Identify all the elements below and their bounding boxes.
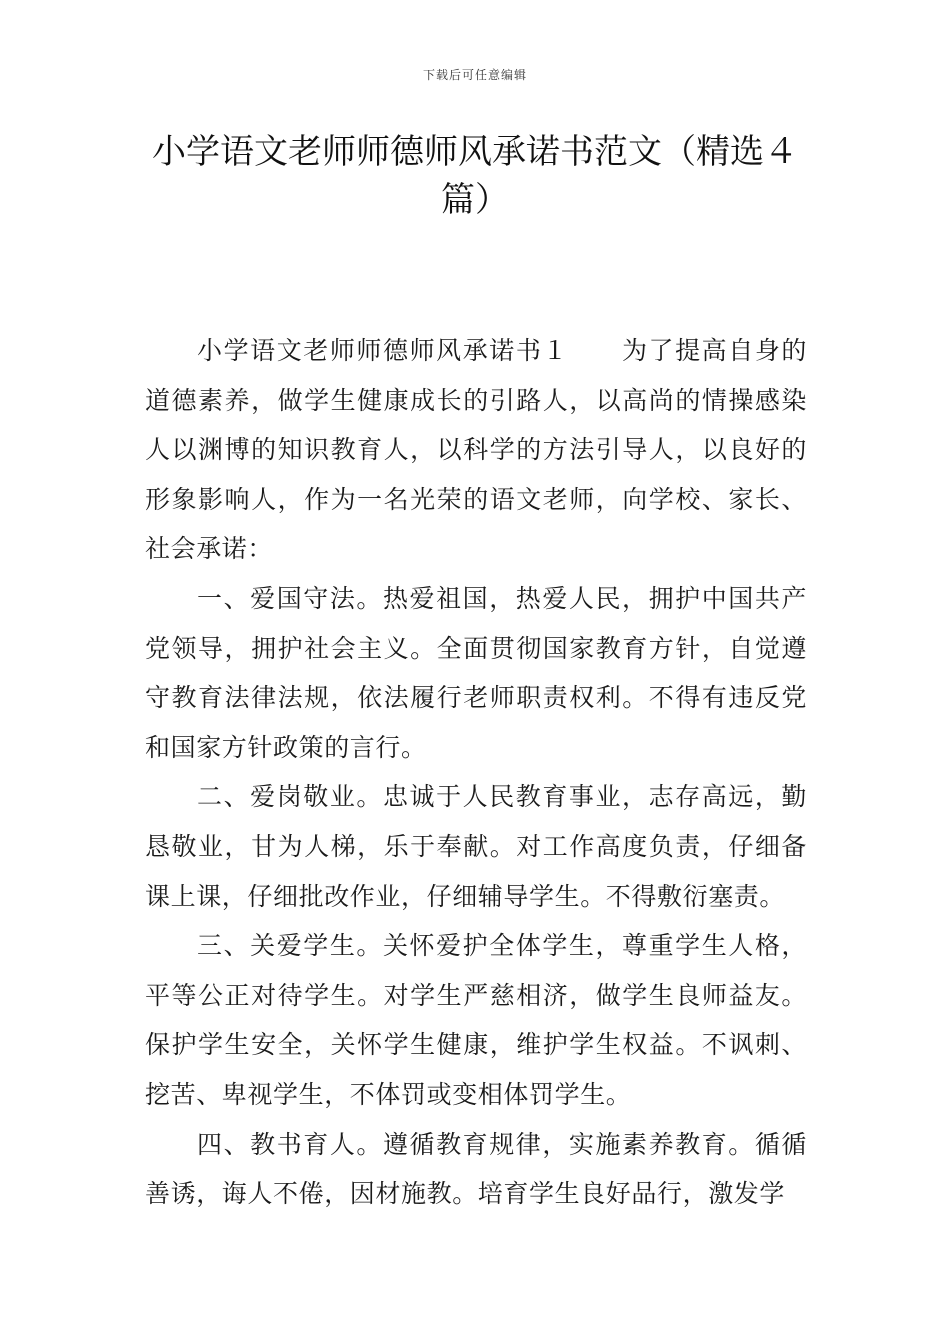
body-paragraph-4: 四、教书育人。遵循教育规律，实施素养教育。循循善诱，诲人不倦，因材施教。培育学生良好品行，激发学 [145, 1129, 807, 1209]
intro-paragraph [145, 326, 807, 574]
section-heading: 小学语文老师师德师风承诺书１ [197, 336, 569, 365]
body-paragraph-3: 三、关爱学生。关怀爱护全体学生，尊重学生人格，平等公正对待学生。对学生严慈相济，做学生良师益友。保护学生安全，关怀学生健康，维护学生权益。不讽刺、挖苦、卑视学生，不体罚或变相体罚学生。 [145, 931, 807, 1109]
intro-text: 为了提高自身的道德素养，做学生健康成长的引路人，以高尚的情操感染人以渊博的知识教育人，以科学的方法引导人，以良好的形象影响人，作为一名光荣的语文老师，向学校、家长、社会承诺： [145, 336, 807, 564]
document-body [145, 326, 807, 1219]
body-paragraph-2: 二、爱岗敬业。忠诚于人民教育事业，志存高远，勤恳敬业，甘为人梯，乐于奉献。对工作高度负责，仔细备课上课，仔细批改作业，仔细辅导学生。不得敷衍塞责。 [145, 782, 807, 911]
page-header-note: 下载后可任意编辑 [422, 68, 527, 82]
document-title: 小学语文老师师德师风承诺书范文（精选４篇） [152, 132, 798, 220]
body-paragraph-1: 一、爱国守法。热爱祖国，热爱人民，拥护中国共产党领导，拥护社会主义。全面贯彻国家教育方针，自觉遵守教育法律法规，依法履行老师职责权利。不得有违反党和国家方针政策的言行。 [145, 583, 807, 762]
